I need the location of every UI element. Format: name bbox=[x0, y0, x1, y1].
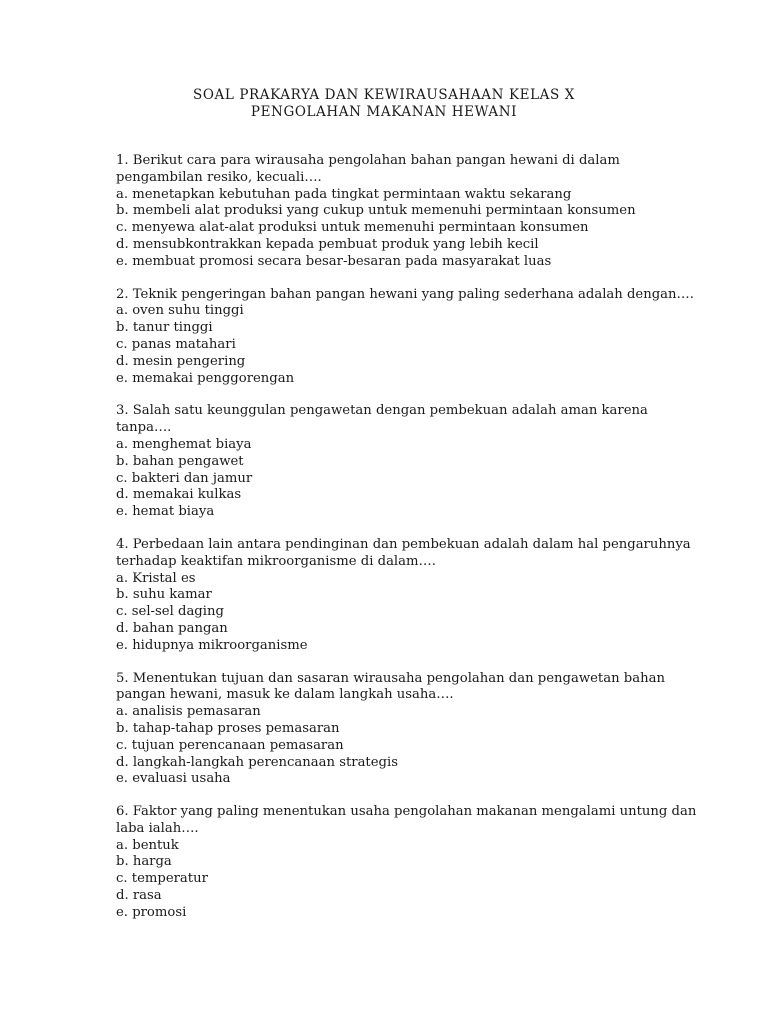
answer-option-a: a. menghemat biaya bbox=[116, 436, 252, 452]
question-text-line: 4. Perbedaan lain antara pendinginan dan pembekuan adalah dalam hal pengaruhnya bbox=[116, 536, 691, 552]
answer-option-a: a. oven suhu tinggi bbox=[116, 303, 244, 319]
question-6 bbox=[116, 804, 697, 922]
question-text-line: 6. Faktor yang paling menentukan usaha pengolahan makanan mengalami untung dan bbox=[116, 804, 697, 820]
answer-option-c: c. tujuan perencanaan pemasaran bbox=[116, 737, 344, 753]
answer-option-b: b. membeli alat produksi yang cukup untuk memenuhi permintaan konsumen bbox=[116, 203, 636, 219]
question-text-line: pengambilan resiko, kecuali…. bbox=[116, 169, 322, 185]
answer-option-b: b. tanur tinggi bbox=[116, 320, 213, 336]
answer-option-e: e. hemat biaya bbox=[116, 504, 215, 520]
document-header bbox=[0, 87, 768, 121]
answer-option-d: d. mensubkontrakkan kepada pembuat produk yang lebih kecil bbox=[116, 236, 539, 252]
title-line-1: SOAL PRAKARYA DAN KEWIRAUSAHAAN KELAS X bbox=[193, 87, 575, 103]
answer-option-c: c. bakteri dan jamur bbox=[116, 470, 253, 486]
question-2 bbox=[116, 286, 694, 388]
answer-option-c: c. menyewa alat-alat produksi untuk memenuhi permintaan konsumen bbox=[116, 220, 589, 236]
answer-option-b: b. tahap-tahap proses pemasaran bbox=[116, 720, 340, 736]
answer-option-e: e. memakai penggorengan bbox=[116, 370, 295, 386]
title-line-2: PENGOLAHAN MAKANAN HEWANI bbox=[250, 104, 518, 120]
answer-option-c: c. temperatur bbox=[116, 871, 208, 887]
question-text-line: 5. Menentukan tujuan dan sasaran wirausaha pengolahan dan pengawetan bahan bbox=[116, 670, 665, 686]
question-text-line: terhadap keaktifan mikroorganisme di dalam…. bbox=[116, 553, 436, 569]
question-text-line: laba ialah…. bbox=[116, 820, 199, 836]
answer-option-e: e. evaluasi usaha bbox=[116, 771, 231, 787]
answer-option-e: e. membuat promosi secara besar-besaran pada masyarakat luas bbox=[116, 253, 552, 269]
question-list bbox=[116, 153, 697, 938]
answer-option-e: e. hidupnya mikroorganisme bbox=[116, 637, 308, 653]
answer-option-c: c. sel-sel daging bbox=[116, 604, 224, 620]
answer-option-d: d. bahan pangan bbox=[116, 620, 228, 636]
answer-option-b: b. bahan pengawet bbox=[116, 453, 244, 469]
answer-option-d: d. memakai kulkas bbox=[116, 487, 242, 503]
question-5 bbox=[116, 670, 665, 789]
answer-option-a: a. bentuk bbox=[116, 837, 179, 853]
answer-option-b: b. suhu kamar bbox=[116, 587, 212, 603]
answer-option-d: d. langkah-langkah perencanaan strategis bbox=[116, 754, 398, 770]
question-text-line: 2. Teknik pengeringan bahan pangan hewani yang paling sederhana adalah dengan…. bbox=[116, 286, 694, 302]
question-3 bbox=[116, 403, 656, 521]
answer-option-c: c. panas matahari bbox=[116, 336, 236, 352]
question-4 bbox=[116, 536, 691, 655]
answer-option-a: a. Kristal es bbox=[116, 570, 196, 586]
question-text-line: 3. Salah satu keunggulan pengawetan dengan pembekuan adalah aman karena bbox=[116, 403, 648, 419]
answer-option-a: a. menetapkan kebutuhan pada tingkat permintaan waktu sekarang bbox=[116, 186, 572, 202]
answer-option-a: a. analisis pemasaran bbox=[116, 704, 261, 720]
question-text-line: 1. Berikut cara para wirausaha pengolahan bahan pangan hewani di dalam bbox=[116, 153, 620, 168]
answer-option-d: d. rasa bbox=[116, 888, 162, 904]
answer-option-e: e. promosi bbox=[116, 904, 187, 920]
question-1 bbox=[116, 153, 656, 271]
question-text-line: pangan hewani, masuk ke dalam langkah usaha…. bbox=[116, 687, 454, 703]
answer-option-d: d. mesin pengering bbox=[116, 353, 246, 369]
question-text-line: tanpa…. bbox=[116, 420, 172, 436]
answer-option-b: b. harga bbox=[116, 854, 172, 870]
